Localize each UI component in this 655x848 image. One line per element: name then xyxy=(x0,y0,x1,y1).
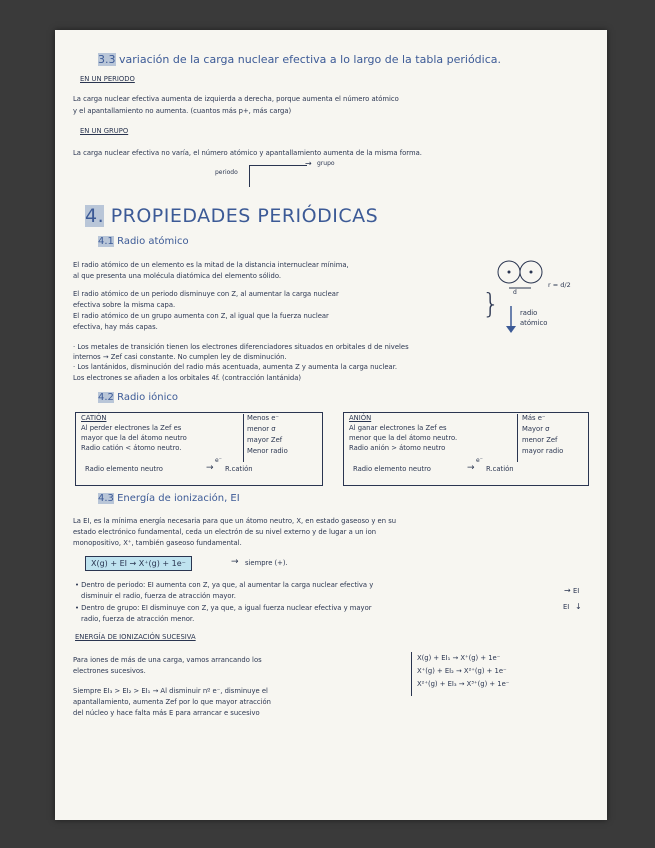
equation-line: X²⁺(g) + EI₃ → X³⁺(g) + 1e⁻ xyxy=(417,680,510,688)
property-label: Mayor σ xyxy=(522,425,550,433)
property-label: mayor Zef xyxy=(247,436,283,444)
diagram-label-grupo: grupo xyxy=(317,160,335,167)
equation-note: siempre (+). xyxy=(245,559,288,567)
bullet-line: radio, fuerza de atracción menor. xyxy=(81,615,195,623)
text-line: Al ganar electrones la Zef es xyxy=(349,424,447,432)
text-line: El radio atómico de un grupo aumenta con Z, al igual que la fuerza nuclear xyxy=(73,312,329,320)
text-line: Al perder electrones la Zef es xyxy=(81,424,182,432)
radius-formula: r = d/2 xyxy=(548,281,571,289)
notebook-page xyxy=(55,30,607,820)
subheading-grupo: EN UN GRUPO xyxy=(80,127,129,135)
text-line: La carga nuclear efectiva no varía, el número atómico y apantallamiento aumenta de la misma forma. xyxy=(73,149,422,157)
side-label: radio xyxy=(520,309,538,317)
side-label: atómico xyxy=(520,319,548,327)
text-line: efectiva sobre la misma capa. xyxy=(73,301,176,309)
section-title: Radio iónico xyxy=(117,392,179,403)
text-line: Para iones de más de una carga, vamos arrancando los xyxy=(73,656,262,664)
text-line: · Los metales de transición tienen los electrones diferenciadores situados en orbitales d de niveles xyxy=(73,343,409,351)
diagram-horizontal-arrow xyxy=(249,165,307,166)
side-label: EI xyxy=(573,587,580,595)
text-line: La EI, es la mínima energía necesaria para que un átomo neutro, X, en estado gaseoso y en su xyxy=(73,517,397,525)
section-heading-4-2 xyxy=(98,392,178,404)
section-number: 3.3 xyxy=(98,53,116,66)
section-number: 4.1 xyxy=(98,236,114,247)
subheading-sucesiva: ENERGÍA DE IONIZACIÓN SUCESIVA xyxy=(75,633,196,641)
text-line: Radio catión < átomo neutro. xyxy=(81,444,182,452)
side-label: EI xyxy=(563,603,570,611)
section-heading-4-1 xyxy=(98,236,189,248)
equation-right: R.catión xyxy=(225,465,253,473)
electron-label: e⁻ xyxy=(215,457,222,464)
text-line: · Los lantánidos, disminución del radio más acentuada, aumenta Z y aumenta la carga nuclear. xyxy=(73,363,398,371)
text-line: El radio atómico de un periodo disminuye con Z, al aumentar la carga nuclear xyxy=(73,290,339,298)
arrow-icon: → xyxy=(305,159,312,168)
property-label: menor Zef xyxy=(522,436,558,444)
text-line: menor que la del átomo neutro. xyxy=(349,434,458,442)
ionization-equation-box: X(g) + EI → X⁺(g) + 1e⁻ xyxy=(85,556,192,571)
divider xyxy=(243,414,244,462)
text-line: apantallamiento, aumenta Zef por lo que mayor atracción xyxy=(73,698,271,706)
text-line: monopositivo, X⁺, también gaseoso fundamental. xyxy=(73,539,242,547)
section-heading-4-3 xyxy=(98,493,240,505)
arrow-icon: → xyxy=(564,586,571,595)
text-line: mayor que la del átomo neutro xyxy=(81,434,187,442)
section-number: 4.2 xyxy=(98,392,114,403)
section-heading-3-3 xyxy=(98,54,501,67)
bullet-line: • Dentro de periodo: EI aumenta con Z, ya que, al aumentar la carga nuclear efectiva y xyxy=(75,581,374,589)
property-label: mayor radio xyxy=(522,447,564,455)
bullet-line: • Dentro de grupo: EI disminuye con Z, ya que, a igual fuerza nuclear efectiva y mayor xyxy=(75,604,372,612)
arrow-icon: → xyxy=(467,463,475,473)
text-line: y el apantallamiento no aumenta. (cuantos más p+, más carga) xyxy=(73,107,292,115)
section-title: Energía de ionización, EI xyxy=(117,493,240,504)
text-line: La carga nuclear efectiva aumenta de izquierda a derecha, porque aumenta el número atómico xyxy=(73,95,399,103)
property-label: Menor radio xyxy=(247,447,288,455)
diatomic-molecule-diagram xyxy=(495,258,565,298)
bullet-line: disminuir el radio, fuerza de atracción mayor. xyxy=(81,592,236,600)
curly-brace-icon: } xyxy=(482,287,500,320)
text-line: del núcleo y hace falta más E para arrancar e sucesivo xyxy=(73,709,260,717)
electron-label: e⁻ xyxy=(476,457,483,464)
down-arrow-icon xyxy=(505,306,517,334)
diagram-vertical-line xyxy=(249,165,250,187)
divider xyxy=(517,414,518,462)
equation-line: X(g) + EI₁ → X⁺(g) + 1e⁻ xyxy=(417,654,501,662)
equation-right: R.catión xyxy=(486,465,514,473)
text-line: El radio atómico de un elemento es la mitad de la distancia internuclear mínima, xyxy=(73,261,349,269)
equation-line: X⁺(g) + EI₂ → X²⁺(g) + 1e⁻ xyxy=(417,667,507,675)
arrow-icon: → xyxy=(206,463,214,473)
diagram-label-d: d xyxy=(513,289,517,296)
equation-left: Radio elemento neutro xyxy=(353,465,431,473)
arrow-icon: → xyxy=(231,557,239,567)
equation-left: Radio elemento neutro xyxy=(85,465,163,473)
text-line: efectiva, hay más capas. xyxy=(73,323,158,331)
text-line: al que presenta una molécula diatómica del elemento sólido. xyxy=(73,272,282,280)
text-line: Los electrones se añaden a los orbitales 4f. (contracción lantánida) xyxy=(73,374,302,382)
property-label: menor σ xyxy=(247,425,276,433)
text-line: electrones sucesivos. xyxy=(73,667,146,675)
section-number: 4. xyxy=(85,205,105,227)
property-label: Menos e⁻ xyxy=(247,414,279,422)
main-heading xyxy=(85,206,378,228)
section-title: PROPIEDADES PERIÓDICAS xyxy=(110,205,379,227)
text-line: Siempre EI₃ > EI₂ > EI₁ → Al disminuir nº e⁻, disminuye el xyxy=(73,687,268,695)
text-line: estado electrónico fundamental, ceda un electrón de su nivel externo y de lugar a un ion xyxy=(73,528,377,536)
text-line: Radio anión > átomo neutro xyxy=(349,444,446,452)
anion-heading: ANIÓN xyxy=(349,414,372,422)
property-label: Más e⁻ xyxy=(522,414,546,422)
cation-heading: CATIÓN xyxy=(81,414,107,422)
arrow-icon: ↓ xyxy=(575,602,582,611)
section-title: Radio atómico xyxy=(117,236,189,247)
section-number: 4.3 xyxy=(98,493,114,504)
diagram-label-periodo: periodo xyxy=(215,169,238,176)
section-title: variación de la carga nuclear efectiva a lo largo de la tabla periódica. xyxy=(119,53,502,66)
text-line: internos → Zef casi constante. No cumplen ley de disminución. xyxy=(73,353,287,361)
subheading-periodo: EN UN PERIODO xyxy=(80,75,135,83)
